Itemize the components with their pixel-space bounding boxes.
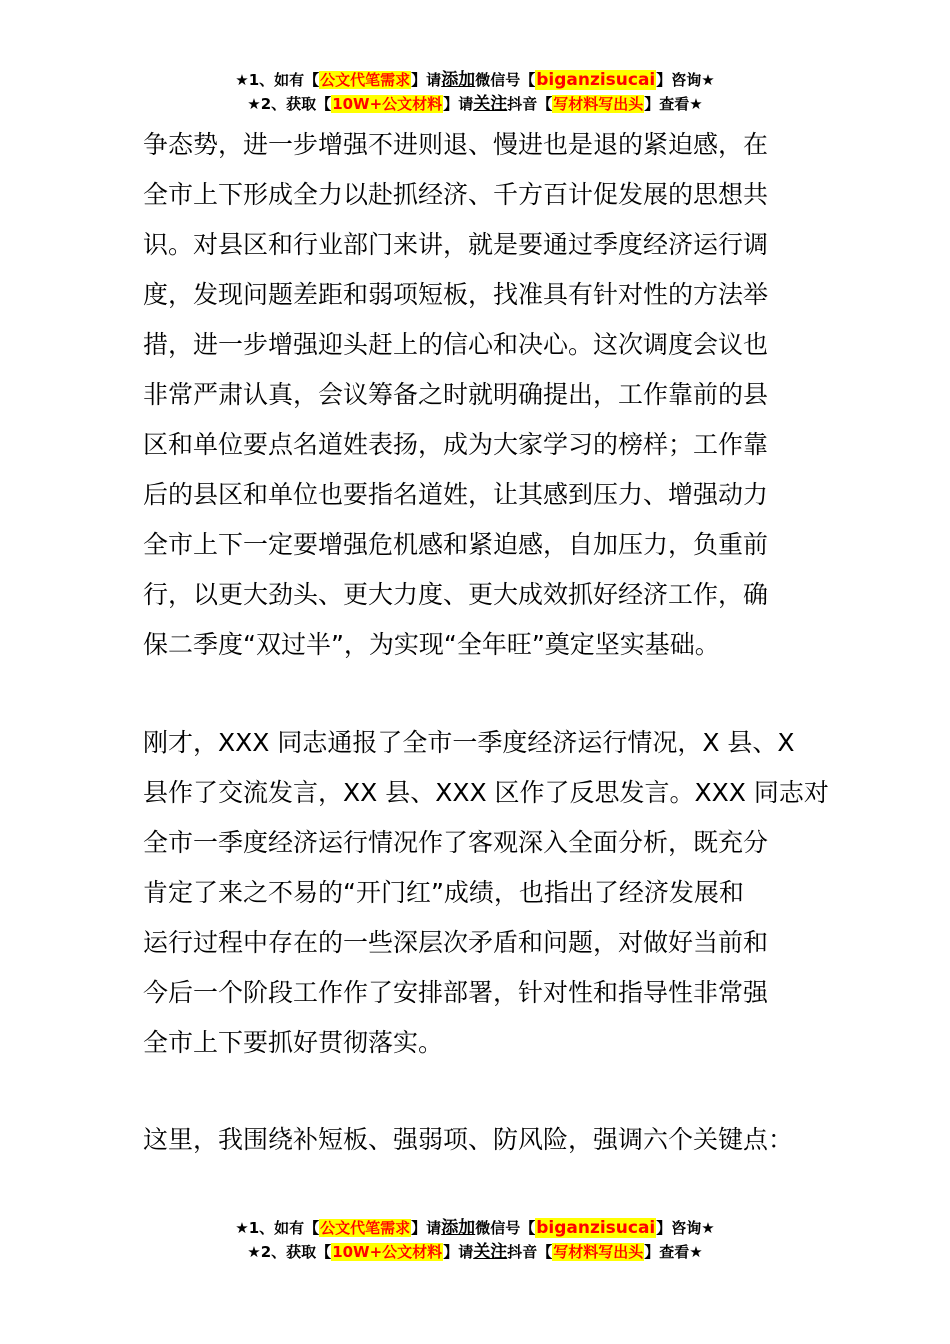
highlight-materials: 10W+公文材料: [332, 95, 443, 113]
highlight-wechat-id: biganzisucai: [536, 1218, 656, 1238]
text-line: 这里，我围绕补短板、强弱项、防风险，强调六个关键点：: [143, 1125, 794, 1154]
text-line: 今后一个阶段工作作了安排部署，针对性和指导性非常强: [143, 978, 769, 1007]
banner-line-2: [0, 92, 950, 116]
banner-text: ★1、如有【: [235, 71, 320, 89]
underlined-follow: 关注: [473, 94, 508, 114]
text-line: 保二季度“双过半”，为实现“全年旺”奠定坚实基础。: [143, 630, 720, 659]
header-banner: [0, 68, 950, 116]
text-line: 肯定了来之不易的“开门红”成绩，也指出了经济发展和: [143, 878, 744, 907]
banner-text: 】请: [411, 1219, 442, 1237]
text-line: 行，以更大劲头、更大力度、更大成效抓好经济工作，确: [143, 580, 769, 609]
banner-text: 微信号【: [475, 1219, 536, 1237]
banner-text: 】咨询★: [656, 1219, 715, 1237]
banner-text: 】请: [411, 71, 442, 89]
banner-text: 】查看★: [644, 95, 703, 113]
highlight-materials: 10W+公文材料: [332, 1243, 443, 1261]
highlight-ghostwriting: 公文代笔需求: [320, 1219, 411, 1237]
banner-text: ★2、获取【: [247, 95, 332, 113]
underlined-follow: 关注: [473, 1242, 508, 1262]
highlight-wechat-id: biganzisucai: [536, 70, 656, 90]
banner-line-1: [0, 1216, 950, 1240]
text-line: 全市一季度经济运行情况作了客观深入全面分析，既充分: [143, 828, 769, 857]
footer-banner: [0, 1216, 950, 1264]
text-line: 全市上下要抓好贯彻落实。: [143, 1028, 444, 1057]
underlined-add: 添加: [441, 1218, 476, 1238]
text-line: 非常严肃认真，会议筹备之时就明确提出，工作靠前的县: [143, 380, 769, 409]
highlight-ghostwriting: 公文代笔需求: [320, 71, 411, 89]
banner-text: ★2、获取【: [247, 1243, 332, 1261]
text-line: 度，发现问题差距和弱项短板，找准具有针对性的方法举: [143, 280, 769, 309]
banner-line-2: [0, 1240, 950, 1264]
text-line: 后的县区和单位也要指名道姓，让其感到压力、增强动力: [143, 480, 769, 509]
text-line: 运行过程中存在的一些深层次矛盾和问题，对做好当前和: [143, 928, 769, 957]
text-line: 措，进一步增强迎头赶上的信心和决心。这次调度会议也: [143, 330, 769, 359]
banner-text: 】请: [443, 1243, 474, 1261]
highlight-douyin: 写材料写出头: [553, 1243, 644, 1261]
banner-text: 微信号【: [475, 71, 536, 89]
text-line: 争态势，进一步增强不进则退、慢进也是退的紧迫感，在: [143, 130, 769, 159]
text-line: 刚才，XXX 同志通报了全市一季度经济运行情况，X 县、X: [143, 728, 795, 757]
text-line: 全市上下形成全力以赴抓经济、千方百计促发展的思想共: [143, 180, 769, 209]
paragraph-text: [143, 718, 829, 1068]
paragraph-text: [143, 120, 813, 670]
banner-text: 抖音【: [507, 1243, 553, 1261]
banner-text: 】咨询★: [656, 71, 715, 89]
banner-text: ★1、如有【: [235, 1219, 320, 1237]
paragraph-2: [143, 718, 829, 1068]
paragraph-3: [143, 1115, 813, 1165]
banner-line-1: [0, 68, 950, 92]
underlined-add: 添加: [441, 70, 476, 90]
paragraph-text: [143, 1115, 813, 1165]
banner-text: 】查看★: [644, 1243, 703, 1261]
text-line: 区和单位要点名道姓表扬，成为大家学习的榜样；工作靠: [143, 430, 769, 459]
highlight-douyin: 写材料写出头: [553, 95, 644, 113]
paragraph-1: [143, 120, 813, 670]
banner-text: 抖音【: [507, 95, 553, 113]
text-line: 全市上下一定要增强危机感和紧迫感，自加压力，负重前: [143, 530, 769, 559]
banner-text: 】请: [443, 95, 474, 113]
text-line: 县作了交流发言，XX 县、XXX 区作了反思发言。XXX 同志对: [143, 778, 829, 807]
text-line: 识。对县区和行业部门来讲，就是要通过季度经济运行调: [143, 230, 769, 259]
